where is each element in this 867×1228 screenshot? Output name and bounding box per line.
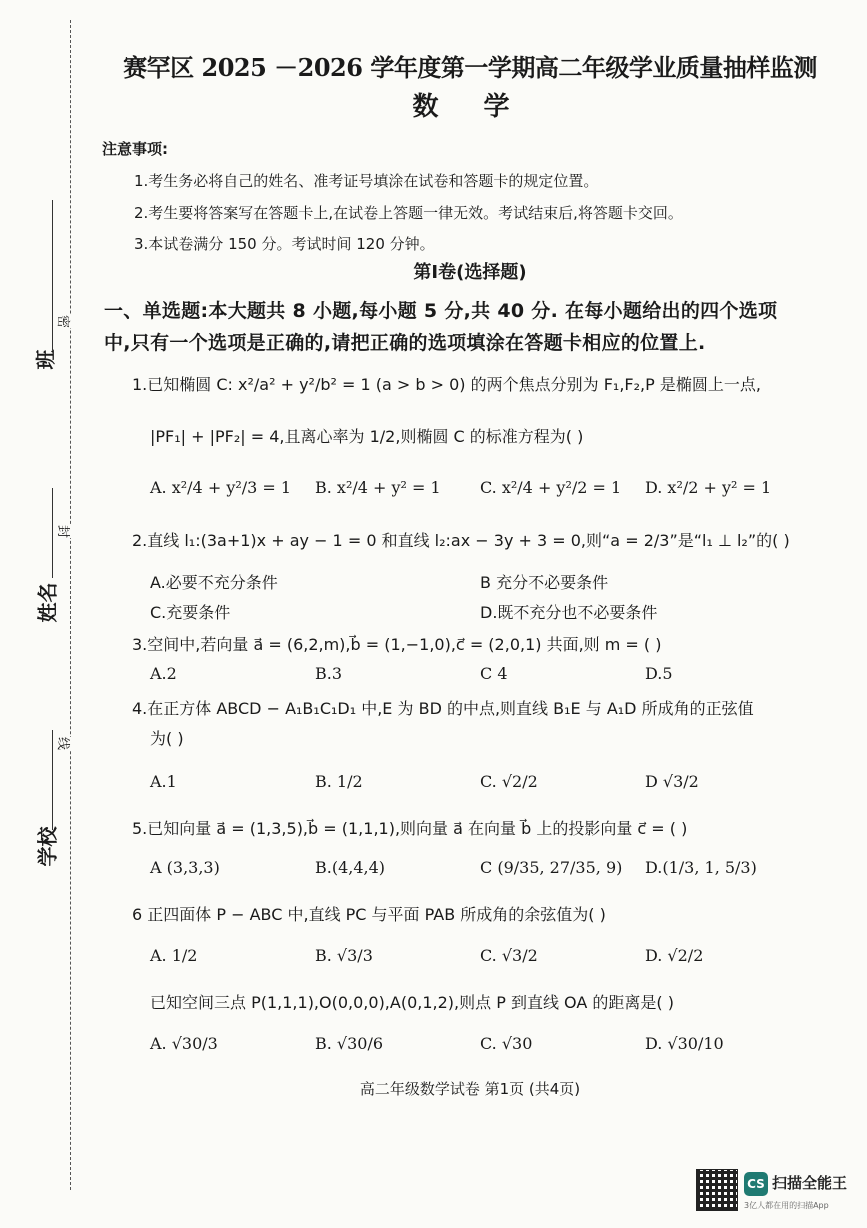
question-4-option-b: B. 1/2 <box>315 772 363 791</box>
class-fill-line <box>52 200 53 350</box>
question-2-option-c: C.充要条件 <box>150 603 231 622</box>
question-7-option-b: B. √30/6 <box>315 1034 384 1053</box>
question-3-option-a: A.2 <box>150 664 177 683</box>
binding-margin <box>0 0 95 1228</box>
question-4-text: 4.在正方体 ABCD − A₁B₁C₁D₁ 中,E 为 BD 的中点,则直线 B₁E 与 A₁D 所成角的正弦值 <box>132 699 754 718</box>
page-footer: 高二年级数学试卷 第1页 (共4页) <box>359 1080 581 1098</box>
section-instruction: 一、单选题:本大题共 8 小题,每小题 5 分,共 40 分. 在每小题给出的四个选项 <box>104 300 778 322</box>
question-1-option-c: C. x²/4 + y²/2 = 1 <box>480 478 622 497</box>
question-6-option-b: B. √3/3 <box>315 946 373 965</box>
question-4-text-cont: 为( ) <box>150 729 184 748</box>
question-1-option-b: B. x²/4 + y² = 1 <box>315 478 441 497</box>
camscanner-logo-icon: CS <box>744 1172 768 1196</box>
question-3-option-c: C 4 <box>480 664 508 683</box>
question-6-option-d: D. √2/2 <box>645 946 704 965</box>
section-instruction: 中,只有一个选项是正确的,请把正确的选项填涂在答题卡相应的位置上. <box>104 332 706 354</box>
question-5-option-d: D.(1/3, 1, 5/3) <box>645 858 757 877</box>
school-fill-line <box>52 730 53 830</box>
class-label: 班 <box>33 349 58 370</box>
scanner-tagline: 3亿人都在用的扫描App <box>744 1201 829 1210</box>
notes-heading: 注意事项: <box>102 140 168 158</box>
seal-word-feng: 封 <box>55 525 74 538</box>
question-7-option-a: A. √30/3 <box>150 1034 218 1053</box>
question-2-text: 2.直线 l₁:(3a+1)x + ay − 1 = 0 和直线 l₂:ax − 3y + 3 = 0,则“a = 2/3”是“l₁ ⊥ l₂”的( ) <box>132 531 790 550</box>
question-1-option-a: A. x²/4 + y²/3 = 1 <box>150 478 292 497</box>
note-item: 2.考生要将答案写在答题卡上,在试卷上答题一律无效。考试结束后,将答题卡交回。 <box>134 204 683 222</box>
question-6-text: 6 正四面体 P − ABC 中,直线 PC 与平面 PAB 所成角的余弦值为( ) <box>132 905 606 924</box>
question-2-option-b: B 充分不必要条件 <box>480 573 609 592</box>
question-4-option-d: D √3/2 <box>645 772 699 791</box>
question-2-option-d: D.既不充分也不必要条件 <box>480 603 658 622</box>
question-5-option-c: C (9/35, 27/35, 9) <box>480 858 623 877</box>
note-item: 1.考生务必将自己的姓名、准考证号填涂在试卷和答题卡的规定位置。 <box>134 172 599 190</box>
question-3-option-b: B.3 <box>315 664 343 683</box>
question-1-text: 1.已知椭圆 C: x²/a² + y²/b² = 1 (a > b > 0) 的两个焦点分别为 F₁,F₂,P 是椭圆上一点, <box>132 375 761 394</box>
question-3-text: 3.空间中,若向量 a⃗ = (6,2,m),b⃗ = (1,−1,0),c⃗ = (2,0,1) 共面,则 m = ( ) <box>132 635 662 654</box>
subject-title: 数 学 <box>412 92 528 122</box>
question-5-text: 5.已知向量 a⃗ = (1,3,5),b⃗ = (1,1,1),则向量 a⃗ 在向量 b⃗ 上的投影向量 c⃗ = ( ) <box>132 819 688 838</box>
question-7-option-d: D. √30/10 <box>645 1034 724 1053</box>
question-7-option-c: C. √30 <box>480 1034 533 1053</box>
exam-title: 赛罕区 2025 －2026 学年度第一学期高二年级学业质量抽样监测 <box>123 53 817 82</box>
question-5-option-a: A (3,3,3) <box>150 858 220 877</box>
question-5-option-b: B.(4,4,4) <box>315 858 386 877</box>
question-4-option-a: A.1 <box>150 772 177 791</box>
question-6-option-c: C. √3/2 <box>480 946 538 965</box>
seal-word-xian: 线 <box>55 737 74 750</box>
qr-code-icon <box>697 1170 737 1210</box>
question-7-text: 已知空间三点 P(1,1,1),O(0,0,0),A(0,1,2),则点 P 到直线 OA 的距离是( ) <box>150 993 674 1012</box>
name-label: 姓名 <box>35 582 60 623</box>
question-3-option-d: D.5 <box>645 664 673 683</box>
question-4-option-c: C. √2/2 <box>480 772 538 791</box>
seal-word-mi: 密 <box>55 315 74 328</box>
question-2-option-a: A.必要不充分条件 <box>150 573 278 592</box>
school-label: 学校 <box>35 826 60 867</box>
question-1-option-d: D. x²/2 + y² = 1 <box>645 478 772 497</box>
name-fill-line <box>52 488 53 578</box>
question-1-text-cont: |PF₁| + |PF₂| = 4,且离心率为 1/2,则椭圆 C 的标准方程为( ) <box>150 427 584 446</box>
seal-dashed-line <box>70 20 71 1190</box>
scanner-brand: 扫描全能王 <box>772 1174 848 1192</box>
question-6-option-a: A. 1/2 <box>150 946 198 965</box>
section-title: 第Ⅰ卷(选择题) <box>413 262 527 283</box>
note-item: 3.本试卷满分 150 分。考试时间 120 分钟。 <box>134 235 435 253</box>
